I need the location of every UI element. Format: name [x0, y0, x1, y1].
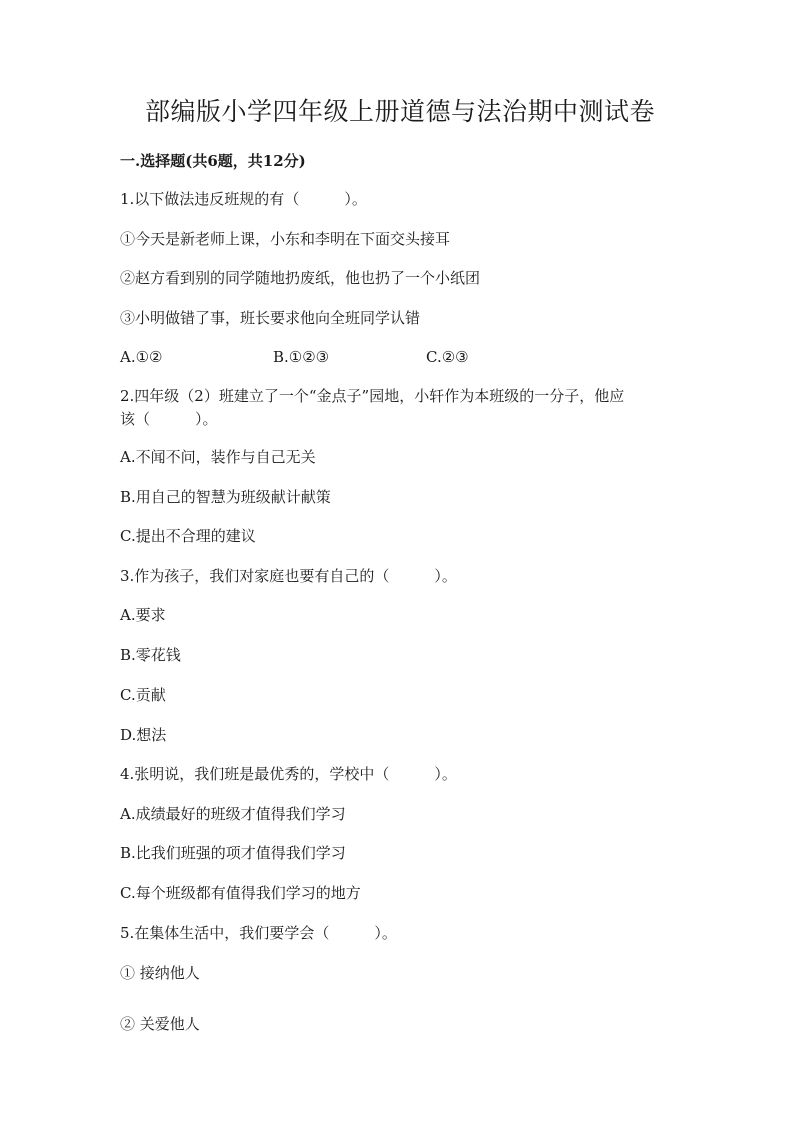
question-4-option-b[interactable]: B.比我们班强的项才值得我们学习: [120, 844, 346, 862]
question-1-item-2: ②赵方看到别的同学随地扔废纸，他也扔了一个小纸团: [120, 269, 481, 287]
question-3-option-a[interactable]: A.要求: [120, 606, 166, 624]
question-1-option-b[interactable]: B.①②③: [273, 348, 330, 366]
question-1-option-a[interactable]: A.①②: [120, 348, 163, 366]
page-title: 部编版小学四年级上册道德与法治期中测试卷: [144, 97, 655, 126]
question-2-stem-line-1: 2.四年级（2）班建立了一个“金点子”园地，小轩作为本班级的一分子，他应: [120, 387, 625, 405]
question-3-stem: 3.作为孩子，我们对家庭也要有自己的（ ）。: [120, 567, 457, 585]
section-heading: 一.选择题(共6题，共12分): [120, 152, 306, 170]
question-1-item-1: ①今天是新老师上课，小东和李明在下面交头接耳: [120, 230, 451, 248]
question-1-stem: 1.以下做法违反班规的有（ ）。: [120, 190, 367, 208]
question-2-option-c[interactable]: C.提出不合理的建议: [120, 527, 256, 545]
question-5-item-2: ② 关爱他人: [120, 1015, 200, 1033]
question-3-option-d[interactable]: D.想法: [120, 726, 167, 744]
question-5-item-1: ① 接纳他人: [120, 964, 200, 982]
question-3-option-c[interactable]: C.贡献: [120, 686, 166, 704]
question-5-stem: 5.在集体生活中，我们要学会（ ）。: [120, 924, 397, 942]
question-2-stem-line-2: 该（ ）。: [120, 410, 218, 428]
question-2-option-a[interactable]: A.不闻不问，装作与自己无关: [120, 448, 316, 466]
question-4-option-a[interactable]: A.成绩最好的班级才值得我们学习: [120, 805, 346, 823]
question-4-option-c[interactable]: C.每个班级都有值得我们学习的地方: [120, 884, 361, 902]
question-2-option-b[interactable]: B.用自己的智慧为班级献计献策: [120, 488, 331, 506]
question-1-options: [120, 346, 579, 368]
question-1-item-3: ③小明做错了事，班长要求他向全班同学认错: [120, 309, 421, 327]
question-3-option-b[interactable]: B.零花钱: [120, 646, 181, 664]
question-4-stem: 4.张明说，我们班是最优秀的，学校中（ ）。: [120, 765, 457, 783]
question-1-option-c[interactable]: C.②③: [426, 348, 469, 366]
